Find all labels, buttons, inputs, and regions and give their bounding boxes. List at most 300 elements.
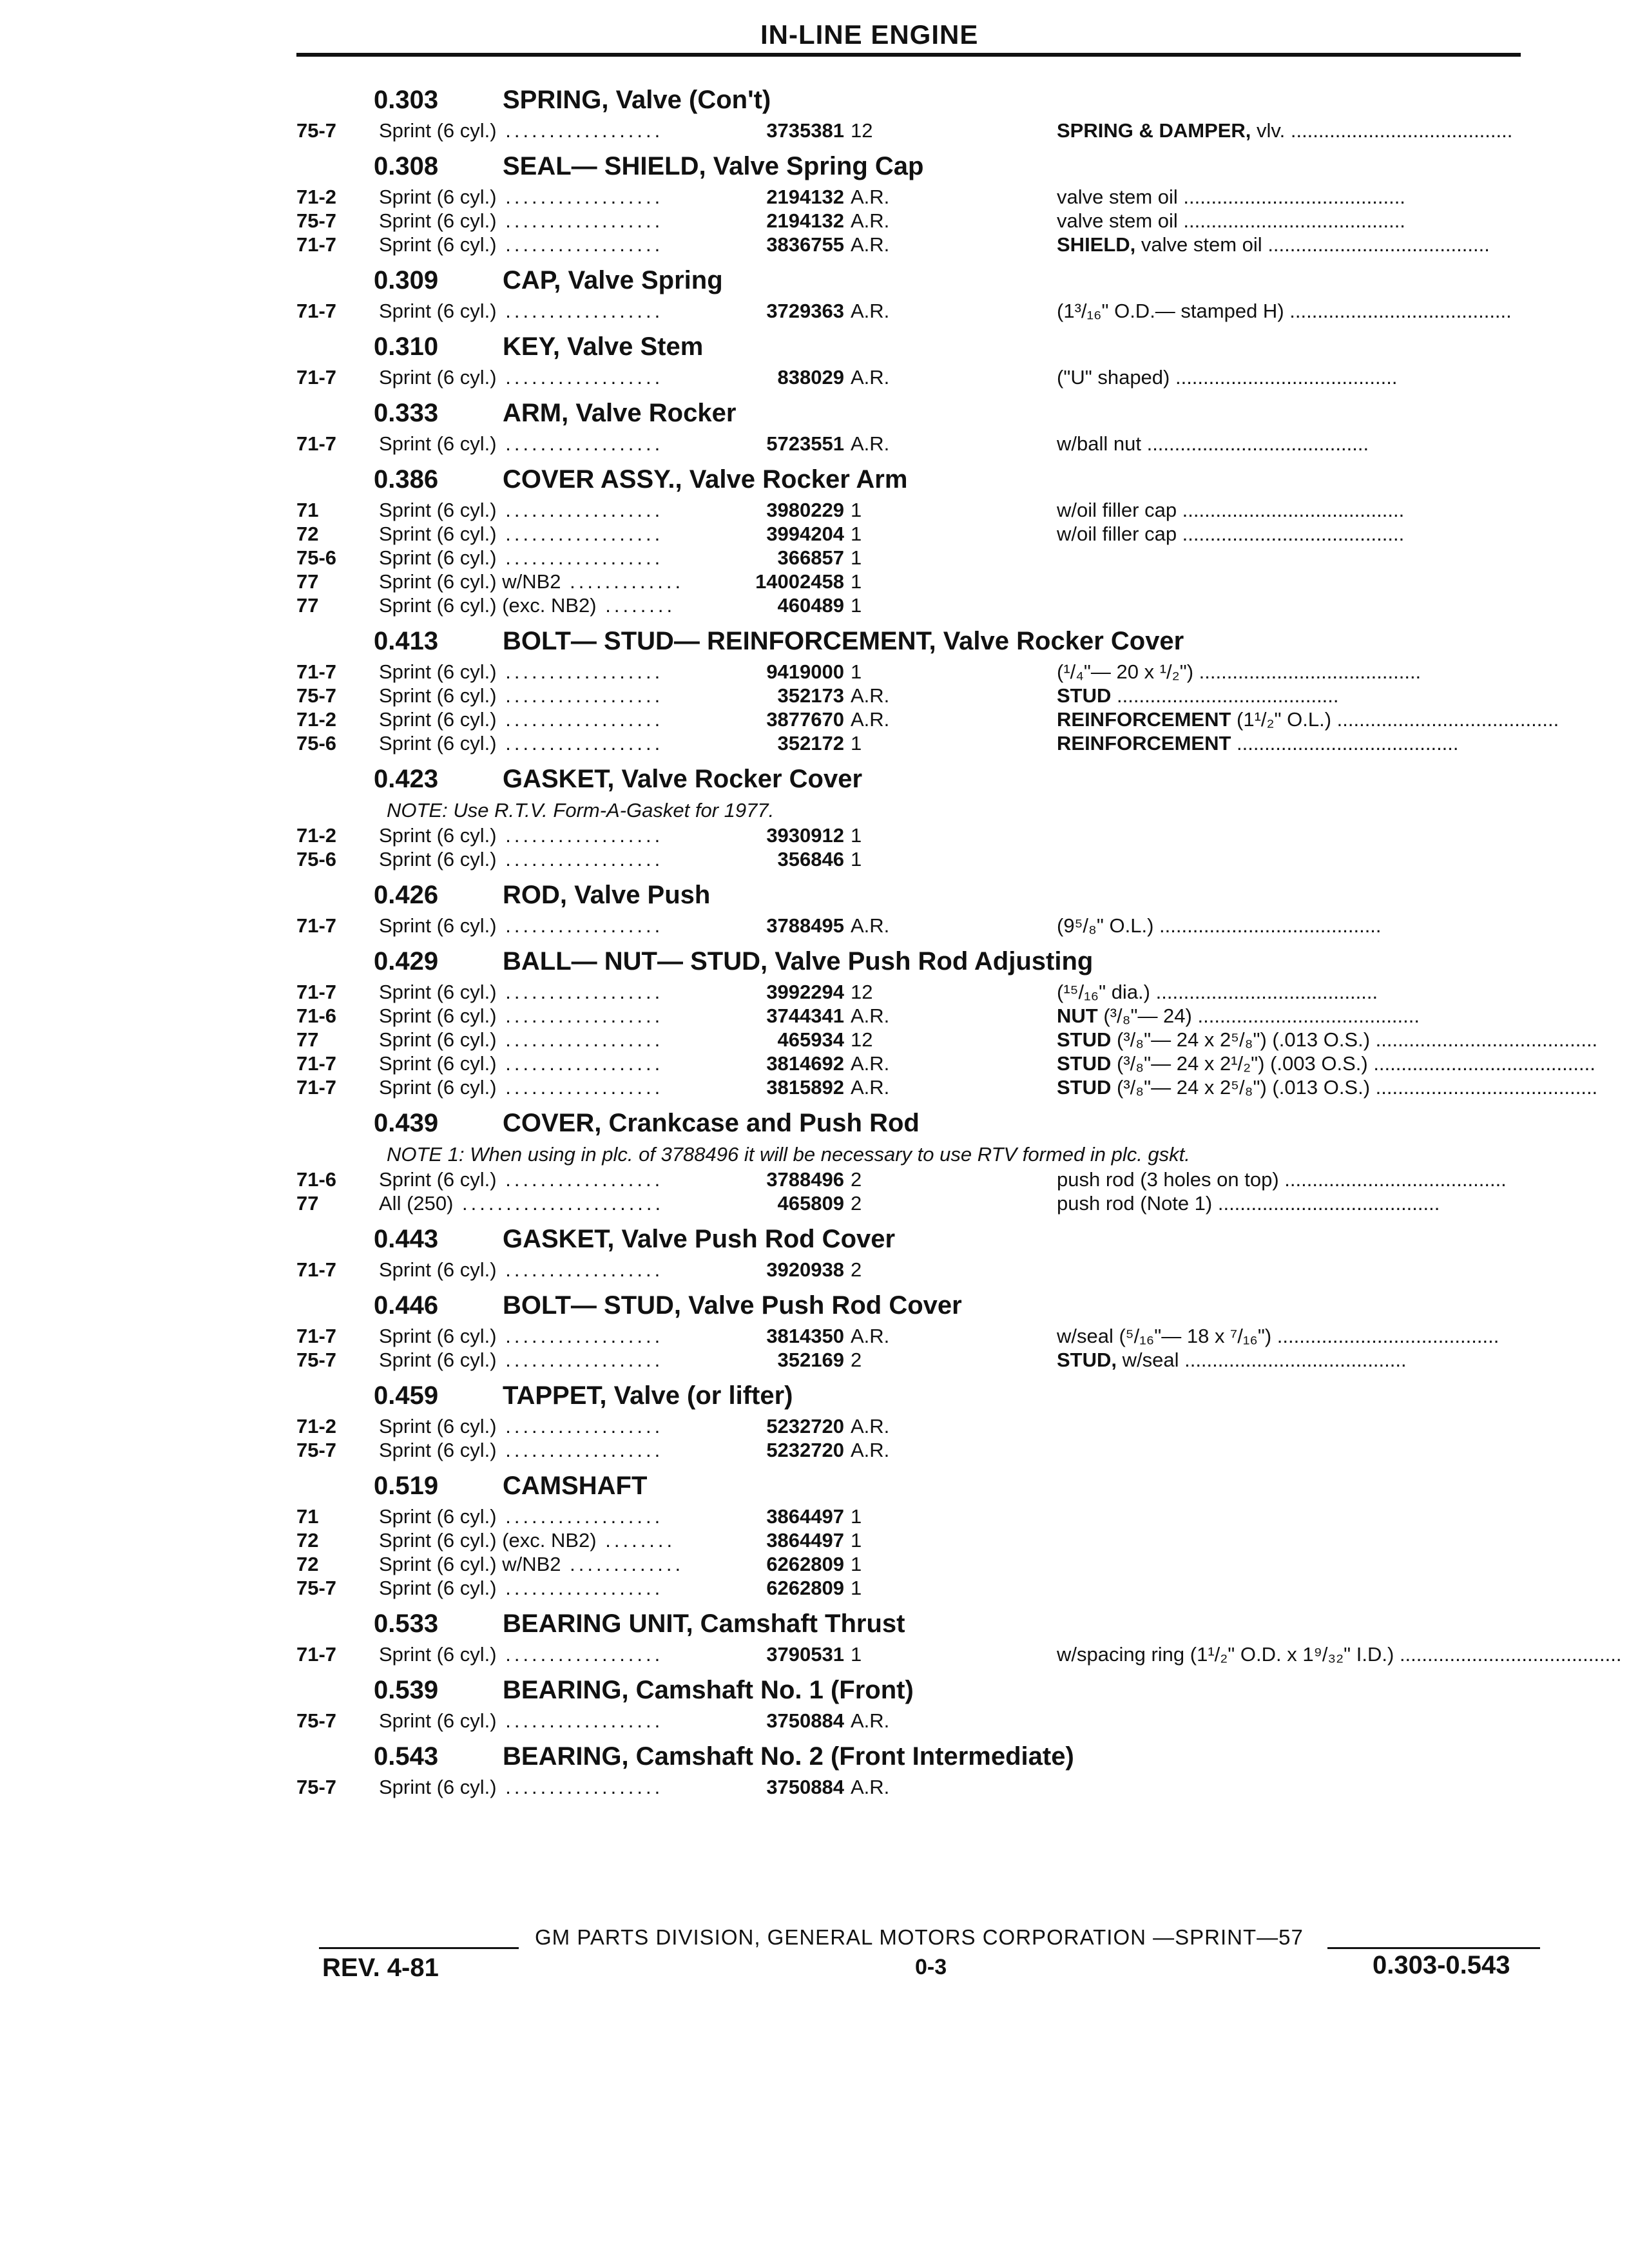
model-name: Sprint (6 cyl.)	[379, 209, 497, 232]
model-name: Sprint (6 cyl.)	[379, 499, 497, 521]
model-name: Sprint (6 cyl.)	[379, 546, 497, 569]
header-rule	[296, 53, 1521, 57]
parts-section	[296, 456, 1527, 617]
table-row	[296, 546, 1527, 570]
model-name: Sprint (6 cyl.)	[379, 523, 497, 545]
model-name: Sprint (6 cyl.)	[379, 732, 497, 754]
model-name: Sprint (6 cyl.)	[379, 1052, 497, 1075]
model-year: 71-6	[296, 1168, 337, 1191]
leader-dots: ........................................	[1170, 366, 1398, 389]
leader-dots: ........................................	[1177, 499, 1405, 521]
section-header	[296, 142, 1527, 185]
quantity: 1	[851, 546, 862, 569]
section-header	[296, 937, 1527, 980]
model-name: Sprint (6 cyl.)	[379, 432, 497, 455]
quantity: A.R.	[851, 1415, 890, 1437]
table-row	[296, 731, 1527, 755]
leader-dots: ..................	[496, 708, 664, 731]
model-cell	[379, 1528, 714, 1552]
leader-dots: ........................................	[1262, 233, 1490, 256]
part-number: 3992294	[766, 981, 844, 1003]
quantity: A.R.	[851, 209, 890, 232]
section-code: 0.308	[374, 152, 439, 180]
model-cell	[379, 980, 714, 1004]
model-cell	[379, 684, 714, 707]
description-text: push rod (Note 1)	[1057, 1192, 1213, 1215]
section-title: CAMSHAFT	[503, 1472, 648, 1500]
section-title: BEARING, Camshaft No. 2 (Front Intermediate)	[503, 1742, 1074, 1771]
model-year: 71-2	[296, 824, 337, 847]
model-name: Sprint (6 cyl.)	[379, 708, 497, 731]
section-title: BOLT— STUD— REINFORCEMENT, Valve Rocker Cover	[503, 627, 1184, 655]
section-code: 0.426	[374, 881, 439, 909]
model-cell	[379, 593, 714, 617]
table-row	[296, 1075, 1598, 1099]
table-row	[296, 684, 1527, 707]
description-text: valve stem oil	[1057, 209, 1178, 232]
section-code: 0.310	[374, 332, 439, 361]
model-name: Sprint (6 cyl.)	[379, 1577, 497, 1599]
table-row	[296, 1052, 1595, 1075]
model-cell	[379, 1552, 714, 1576]
table-row	[296, 1642, 1622, 1666]
leader-dots: ..................	[496, 914, 664, 937]
part-number: 3836755	[766, 233, 844, 256]
model-cell	[379, 432, 714, 456]
quantity: 1	[851, 1529, 862, 1552]
model-name: Sprint (6 cyl.)	[379, 300, 497, 322]
model-name: Sprint (6 cyl.)	[379, 119, 497, 142]
model-year: 71-2	[296, 708, 337, 731]
leader-dots: ..................	[496, 1505, 664, 1528]
leader-dots: ..................	[496, 300, 664, 322]
quantity: 2	[851, 1258, 862, 1281]
description-caps: SHIELD,	[1057, 233, 1136, 256]
leader-dots: ..................	[496, 1325, 664, 1347]
part-number: 3788495	[766, 914, 844, 937]
leader-dots: ..................	[496, 1577, 664, 1599]
model-year: 71-7	[296, 1052, 337, 1075]
model-cell	[379, 1348, 714, 1372]
part-number: 3864497	[766, 1505, 844, 1528]
leader-dots: .............	[561, 1553, 684, 1575]
model-cell	[379, 233, 714, 256]
page-number: 0-3	[915, 1955, 947, 1979]
model-year: 71-2	[296, 1415, 337, 1437]
description	[1057, 1348, 1527, 1372]
part-number: 3877670	[766, 708, 844, 731]
leader-dots: ........................................	[1150, 981, 1378, 1003]
table-row	[296, 1004, 1527, 1028]
section-header	[296, 389, 1527, 432]
description-text: valve stem oil	[1057, 186, 1178, 208]
section-code: 0.446	[374, 1291, 439, 1320]
model-name: Sprint (6 cyl.)	[379, 1439, 497, 1461]
leader-dots: ........	[596, 594, 676, 617]
description	[1057, 684, 1527, 707]
description-caps: STUD	[1057, 1052, 1112, 1075]
description-text: (¹/₄"— 20 x ¹/₂")	[1057, 660, 1194, 683]
section-title: BALL— NUT— STUD, Valve Push Rod Adjusting	[503, 947, 1094, 975]
leader-dots: ..................	[496, 1349, 664, 1371]
parts-section	[296, 256, 1527, 323]
description	[1057, 1028, 1598, 1052]
table-row	[296, 1775, 1527, 1799]
leader-dots: ........................................	[1153, 914, 1382, 937]
description	[1057, 365, 1527, 389]
section-header	[296, 617, 1527, 660]
quantity: 1	[851, 824, 862, 847]
section-code: 0.423	[374, 765, 439, 793]
parts-section	[296, 1099, 1527, 1215]
leader-dots: ..................	[496, 366, 664, 389]
table-row	[296, 119, 1527, 142]
table-row	[296, 570, 1527, 593]
parts-section	[296, 1215, 1527, 1282]
description-text: w/oil filler cap	[1057, 499, 1177, 521]
model-year: 77	[296, 570, 319, 593]
part-number: 14002458	[755, 570, 844, 593]
model-year: 77	[296, 1028, 319, 1051]
model-cell	[379, 570, 714, 593]
section-title: BEARING, Camshaft No. 1 (Front)	[503, 1676, 914, 1704]
section-code: 0.459	[374, 1381, 439, 1410]
table-row	[296, 1028, 1598, 1052]
parts-list	[296, 76, 1622, 1799]
model-cell	[379, 823, 714, 847]
description-caps: NUT	[1057, 1004, 1098, 1027]
table-row	[296, 1258, 1527, 1282]
part-number: 5232720	[766, 1439, 844, 1461]
model-cell	[379, 847, 714, 871]
part-number: 465934	[777, 1028, 844, 1051]
part-number: 352172	[777, 732, 844, 754]
footer-rule-left	[319, 1947, 519, 1949]
section-title: BOLT— STUD, Valve Push Rod Cover	[503, 1291, 962, 1320]
table-row	[296, 498, 1527, 522]
parts-section	[296, 323, 1527, 389]
description-text: vlv.	[1251, 119, 1286, 142]
description	[1057, 980, 1527, 1004]
section-title: KEY, Valve Stem	[503, 332, 704, 361]
quantity: A.R.	[851, 1709, 890, 1732]
model-name: Sprint (6 cyl.)	[379, 981, 497, 1003]
section-note: NOTE 1: When using in plc. of 3788496 it will be necessary to use RTV formed in plc. gskt.	[387, 1143, 1190, 1166]
model-year: 72	[296, 1529, 319, 1552]
description-text: w/oil filler cap	[1057, 523, 1177, 545]
leader-dots: ........................................	[1177, 209, 1405, 232]
part-number: 2194132	[766, 209, 844, 232]
description	[1057, 498, 1527, 522]
section-code: 0.333	[374, 399, 439, 427]
leader-dots: ........................................	[1193, 660, 1422, 683]
quantity: A.R.	[851, 1076, 890, 1099]
leader-dots: .......................	[453, 1192, 664, 1215]
table-row	[296, 1709, 1527, 1733]
section-code: 0.519	[374, 1472, 439, 1500]
part-number: 3980229	[766, 499, 844, 521]
quantity: 12	[851, 981, 873, 1003]
model-year: 75-7	[296, 1776, 337, 1798]
description-text: (³/₈"— 24 x 2¹/₂") (.003 O.S.)	[1111, 1052, 1368, 1075]
parts-section	[296, 142, 1527, 256]
model-name: Sprint (6 cyl.)	[379, 1325, 497, 1347]
table-row	[296, 522, 1527, 546]
parts-section	[296, 1282, 1527, 1372]
leader-dots: ..................	[496, 1643, 664, 1666]
model-name: Sprint (6 cyl.)	[379, 1028, 497, 1051]
model-name: Sprint (6 cyl.) (exc. NB2)	[379, 594, 597, 617]
table-row	[296, 1576, 1527, 1600]
model-cell	[379, 914, 714, 937]
leader-dots: ........	[596, 1529, 676, 1552]
section-code: 0.386	[374, 465, 439, 494]
part-number: 465809	[777, 1192, 844, 1215]
model-cell	[379, 1168, 714, 1191]
leader-dots: ..................	[496, 1709, 664, 1732]
footer-text: GM PARTS DIVISION, GENERAL MOTORS CORPORATION —SPRINT—57	[535, 1925, 1304, 1949]
section-header	[296, 1733, 1527, 1775]
part-number: 3930912	[766, 824, 844, 847]
model-cell	[379, 522, 714, 546]
quantity: A.R.	[851, 432, 890, 455]
leader-dots: ........................................	[1111, 684, 1339, 707]
section-code: 0.413	[374, 627, 439, 655]
model-cell	[379, 1004, 714, 1028]
section-code: 0.443	[374, 1225, 439, 1253]
model-cell	[379, 1709, 714, 1733]
description	[1057, 233, 1527, 256]
model-year: 71-7	[296, 1258, 337, 1281]
leader-dots: ..................	[496, 732, 664, 754]
leader-dots: ..................	[496, 981, 664, 1003]
leader-dots: ........................................	[1177, 523, 1405, 545]
parts-section	[296, 389, 1527, 456]
part-number: 2194132	[766, 186, 844, 208]
model-year: 75-7	[296, 119, 337, 142]
table-row	[296, 299, 1527, 323]
model-cell	[379, 185, 714, 209]
model-name: Sprint (6 cyl.)	[379, 1709, 497, 1732]
section-header	[296, 1666, 1527, 1709]
table-row	[296, 1552, 1527, 1576]
table-row	[296, 1438, 1527, 1462]
model-year: 71-7	[296, 366, 337, 389]
table-row	[296, 1504, 1527, 1528]
quantity: A.R.	[851, 1004, 890, 1027]
leader-dots: ..................	[496, 523, 664, 545]
leader-dots: ..................	[496, 209, 664, 232]
table-row	[296, 660, 1527, 684]
table-row	[296, 432, 1527, 456]
part-number: 3815892	[766, 1076, 844, 1099]
quantity: 1	[851, 1505, 862, 1528]
section-code: 0.309	[374, 266, 439, 294]
section-header	[296, 1462, 1527, 1504]
description	[1057, 299, 1527, 323]
quantity: A.R.	[851, 186, 890, 208]
model-year: 71-7	[296, 914, 337, 937]
model-year: 77	[296, 1192, 319, 1215]
quantity: A.R.	[851, 1439, 890, 1461]
section-header	[296, 1282, 1527, 1324]
part-number: 3920938	[766, 1258, 844, 1281]
part-number: 5723551	[766, 432, 844, 455]
leader-dots: ..................	[496, 186, 664, 208]
model-year: 71-7	[296, 300, 337, 322]
quantity: A.R.	[851, 708, 890, 731]
part-number: 5232720	[766, 1415, 844, 1437]
leader-dots: ..................	[496, 1052, 664, 1075]
table-row	[296, 914, 1527, 937]
model-year: 71-7	[296, 1643, 337, 1666]
section-title: SEAL— SHIELD, Valve Spring Cap	[503, 152, 924, 180]
description	[1057, 1168, 1527, 1191]
leader-dots: ........................................	[1284, 300, 1512, 322]
parts-section	[296, 937, 1598, 1099]
model-name: Sprint (6 cyl.)	[379, 1415, 497, 1437]
leader-dots: ........................................	[1278, 1168, 1507, 1191]
section-title: ROD, Valve Push	[503, 881, 711, 909]
section-code: 0.439	[374, 1109, 439, 1137]
description-text: ("U" shaped)	[1057, 366, 1170, 389]
description	[1057, 1052, 1595, 1075]
leader-dots: ........................................	[1179, 1349, 1407, 1371]
table-row	[296, 980, 1527, 1004]
quantity: 1	[851, 570, 862, 593]
description-text: push rod (3 holes on top)	[1057, 1168, 1279, 1191]
part-number: 460489	[777, 594, 844, 617]
section-title: TAPPET, Valve (or lifter)	[503, 1381, 793, 1410]
part-number: 366857	[777, 546, 844, 569]
model-cell	[379, 1576, 714, 1600]
section-header	[296, 456, 1527, 498]
leader-dots: ..................	[496, 1439, 664, 1461]
model-year: 75-6	[296, 732, 337, 754]
description-text: (³/₈"— 24)	[1097, 1004, 1192, 1027]
section-header	[296, 1372, 1527, 1414]
model-name: Sprint (6 cyl.)	[379, 1349, 497, 1371]
quantity: A.R.	[851, 1052, 890, 1075]
model-name: Sprint (6 cyl.) (exc. NB2)	[379, 1529, 597, 1552]
quantity: A.R.	[851, 233, 890, 256]
section-code: 0.543	[374, 1742, 439, 1771]
part-number: 3864497	[766, 1529, 844, 1552]
model-cell	[379, 1052, 714, 1075]
description	[1057, 119, 1527, 142]
leader-dots: ........................................	[1285, 119, 1513, 142]
model-year: 71-7	[296, 1325, 337, 1347]
description-text: (¹⁵/₁₆" dia.)	[1057, 981, 1150, 1003]
model-cell	[379, 1438, 714, 1462]
description-text: w/spacing ring (1¹/₂" O.D. x 1⁹/₃₂" I.D.)	[1057, 1643, 1394, 1666]
section-title: BEARING UNIT, Camshaft Thrust	[503, 1610, 905, 1638]
part-number: 3994204	[766, 523, 844, 545]
quantity: A.R.	[851, 684, 890, 707]
leader-dots: ........................................	[1367, 1052, 1595, 1075]
section-code: 0.303	[374, 86, 439, 114]
description-text: w/seal	[1117, 1349, 1179, 1371]
leader-dots: .............	[561, 570, 684, 593]
leader-dots: ..................	[496, 660, 664, 683]
leader-dots: ..................	[496, 1258, 664, 1281]
model-name: Sprint (6 cyl.)	[379, 1643, 497, 1666]
description	[1057, 914, 1527, 937]
model-year: 71-7	[296, 1076, 337, 1099]
model-name: Sprint (6 cyl.)	[379, 1168, 497, 1191]
section-title: GASKET, Valve Push Rod Cover	[503, 1225, 896, 1253]
quantity: 1	[851, 1577, 862, 1599]
leader-dots: ..................	[496, 233, 664, 256]
leader-dots: ..................	[496, 824, 664, 847]
model-name: Sprint (6 cyl.)	[379, 1258, 497, 1281]
part-number: 3750884	[766, 1776, 844, 1798]
model-year: 71	[296, 1505, 319, 1528]
parts-section	[296, 1372, 1527, 1462]
table-row	[296, 185, 1527, 209]
model-cell	[379, 498, 714, 522]
parts-section	[296, 1462, 1527, 1600]
page-header-title: IN-LINE ENGINE	[760, 19, 979, 50]
section-header	[296, 1215, 1527, 1258]
part-number: 352169	[777, 1349, 844, 1371]
parts-section	[296, 1666, 1527, 1733]
table-row	[296, 1324, 1527, 1348]
model-cell	[379, 707, 714, 731]
model-year: 75-7	[296, 209, 337, 232]
quantity: A.R.	[851, 914, 890, 937]
part-number: 3790531	[766, 1643, 844, 1666]
leader-dots: ........................................	[1212, 1192, 1440, 1215]
model-cell	[379, 1324, 714, 1348]
leader-dots: ..................	[496, 1415, 664, 1437]
leader-dots: ........................................	[1394, 1643, 1622, 1666]
parts-section	[296, 617, 1559, 755]
description-text: w/ball nut	[1057, 432, 1141, 455]
leader-dots: ........................................	[1370, 1076, 1598, 1099]
model-cell	[379, 1642, 714, 1666]
model-year: 71	[296, 499, 319, 521]
table-row	[296, 1168, 1527, 1191]
table-row	[296, 233, 1527, 256]
description-text: (1¹/₂" O.L.)	[1231, 708, 1332, 731]
section-title: COVER, Crankcase and Push Rod	[503, 1109, 920, 1137]
parts-section	[296, 76, 1527, 142]
quantity: 1	[851, 1643, 862, 1666]
leader-dots: ..................	[496, 1076, 664, 1099]
table-row	[296, 209, 1527, 233]
model-cell	[379, 1504, 714, 1528]
description-text: w/seal (⁵/₁₆"— 18 x ⁷/₁₆")	[1057, 1325, 1272, 1347]
quantity: A.R.	[851, 1776, 890, 1798]
model-year: 75-7	[296, 1709, 337, 1732]
section-title: SPRING, Valve (Con't)	[503, 86, 771, 114]
model-cell	[379, 660, 714, 684]
description	[1057, 1191, 1527, 1215]
leader-dots: ........................................	[1177, 186, 1405, 208]
quantity: A.R.	[851, 366, 890, 389]
model-name: Sprint (6 cyl.)	[379, 824, 497, 847]
table-row	[296, 847, 1527, 871]
quantity: 12	[851, 1028, 873, 1051]
leader-dots: ..................	[496, 546, 664, 569]
model-year: 71-7	[296, 233, 337, 256]
leader-dots: ........................................	[1370, 1028, 1598, 1051]
footer-rule-right	[1327, 1947, 1540, 1949]
model-year: 71-6	[296, 1004, 337, 1027]
model-year: 75-7	[296, 684, 337, 707]
model-name: Sprint (6 cyl.)	[379, 1505, 497, 1528]
